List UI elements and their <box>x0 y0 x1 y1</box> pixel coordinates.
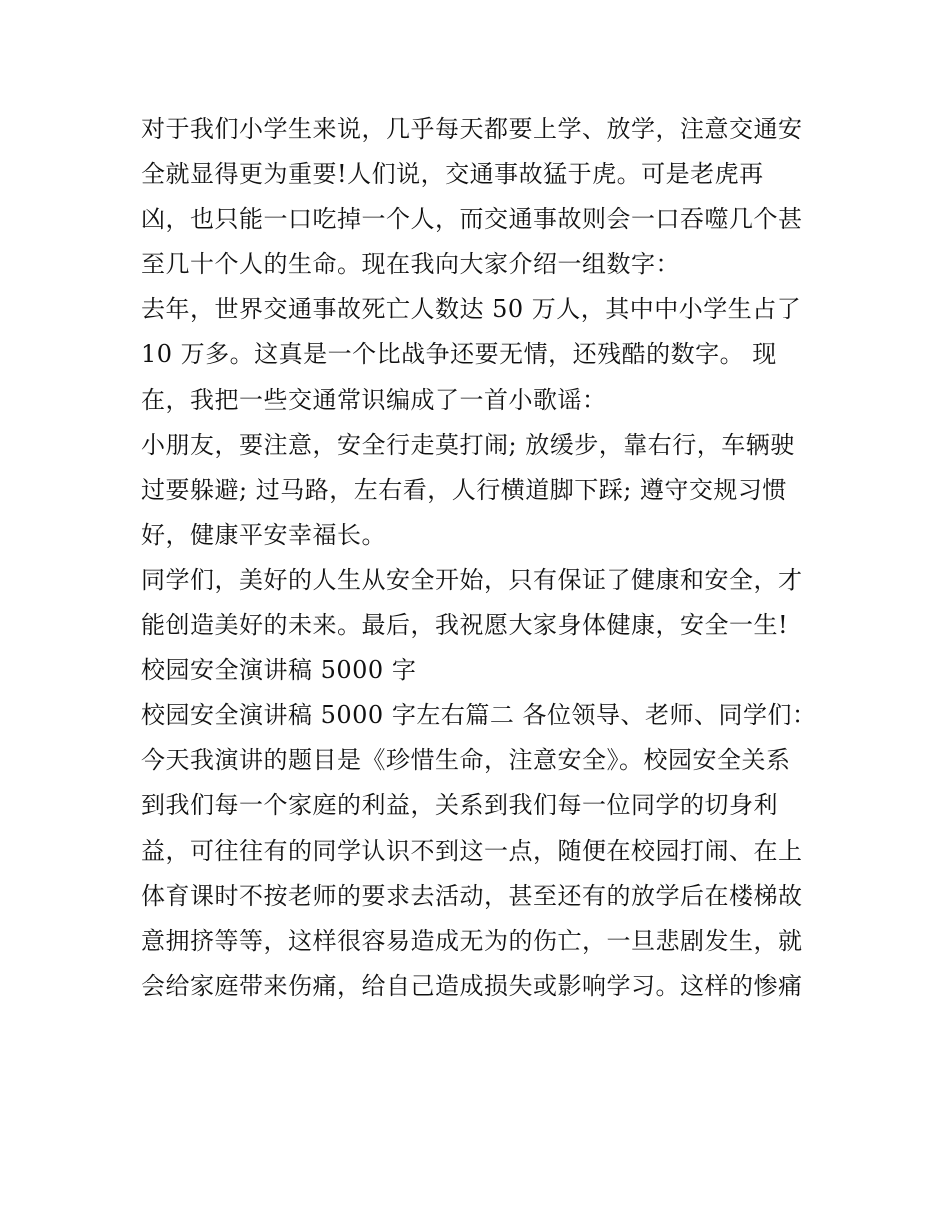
text-line: 好，健康平安幸福长。 <box>141 520 386 549</box>
text-line: 到我们每一个家庭的利益，关系到我们每一位同学的切身利 <box>141 791 778 820</box>
text-line: 过要躲避; 过马路，左右看，人行横道脚下踩; 遵守交规习惯 <box>141 475 787 504</box>
text-line: 益，可往往有的同学认识不到这一点，随便在校园打闹、在上 <box>141 836 803 865</box>
section-heading: 校园安全演讲稿 5000 字 <box>141 656 417 685</box>
text-line: 对于我们小学生来说，几乎每天都要上学、放学，注意交通安 <box>141 115 803 143</box>
text-line: 会给家庭带来伤痛，给自己造成损失或影响学习。这样的惨痛 <box>141 971 803 1000</box>
text-line: 凶，也只能一口吃掉一个人，而交通事故则会一口吞噬几个甚 <box>141 205 803 234</box>
text-line: 至几十个人的生命。现在我向大家介绍一组数字： <box>141 250 680 279</box>
text-line: 今天我演讲的题目是《珍惜生命，注意安全》。校园安全关系 <box>141 746 791 775</box>
text-line: 意拥挤等等，这样很容易造成无为的伤亡，一旦悲剧发生，就 <box>141 926 803 955</box>
text-line: 10 万多。这真是一个比战争还要无情，还残酷的数字。 现 <box>141 340 777 369</box>
text-line: 同学们，美好的人生从安全开始，只有保证了健康和安全，才 <box>141 565 803 594</box>
text-line: 全就显得更为重要!人们说，交通事故猛于虎。可是老虎再 <box>141 160 764 189</box>
text-line: 校园安全演讲稿 5000 字左右篇二 各位领导、老师、同学们： <box>141 701 817 730</box>
text-line: 去年，世界交通事故死亡人数达 50 万人，其中中小学生占了 <box>141 295 802 324</box>
text-line: 体育课时不按老师的要求去活动，甚至还有的放学后在楼梯故 <box>141 881 803 910</box>
text-line: 能创造美好的未来。最后，我祝愿大家身体健康，安全一生! <box>141 611 789 640</box>
document-body <box>141 107 821 1009</box>
text-line: 小朋友，要注意，安全行走莫打闹; 放缓步，靠右行，车辆驶 <box>141 430 795 459</box>
text-line: 在，我把一些交通常识编成了一首小歌谣： <box>141 385 607 414</box>
